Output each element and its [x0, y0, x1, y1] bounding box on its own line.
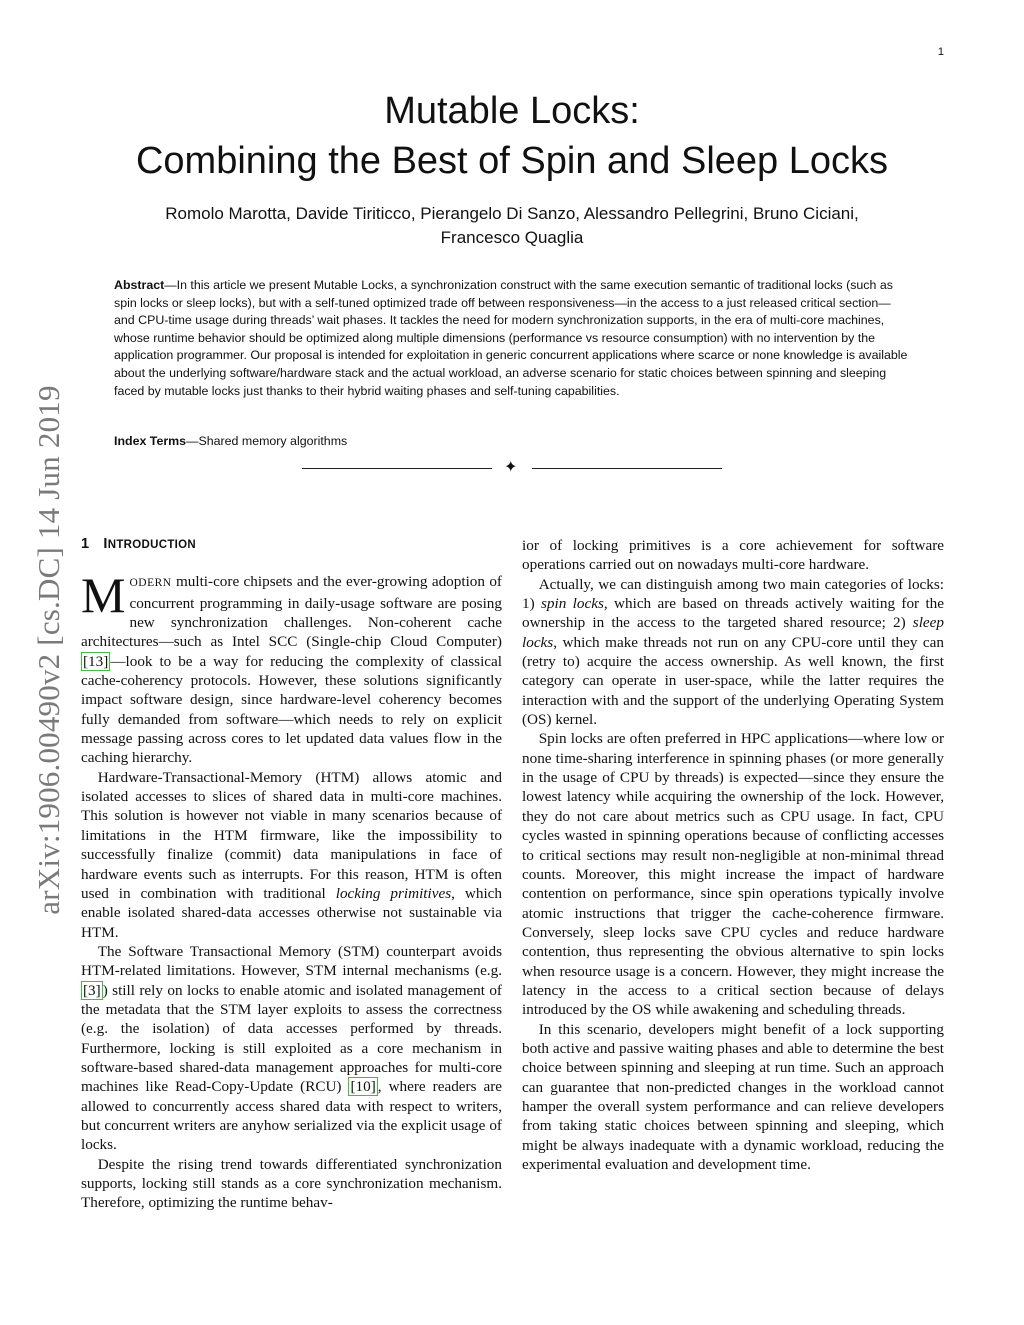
divider-line-left: [302, 468, 492, 469]
paragraph-text: , where readers are allowed to concurrently access shared data with respect to writers, but concurrent writers are anyhow serialized via the explicit usage of locks.: [81, 1078, 503, 1154]
paper-title: [0, 86, 1024, 186]
citation-link[interactable]: [13]: [83, 652, 109, 670]
abstract: [114, 277, 910, 400]
paragraph: In this scenario, developers might benefit of a lock supporting both active and passive waiting phases and able to determine the best choice between spinning and sleeping at run time. Such an approach can guarantee that non-predicted changes in the workload cannot hamper the overall system performance and can relieve developers from taking static choices between spinning and sleeping, which might be always inadequate with a dynamic workload, reducing the experimental evaluation and development time.: [522, 1020, 944, 1173]
index-terms-label: Index Terms: [114, 434, 187, 448]
paragraph-text: , which enable isolated shared-data accesses otherwise not sustainable via HTM.: [81, 884, 502, 941]
section-title-rest: NTRODUCTION: [107, 539, 196, 551]
paragraph: [522, 575, 944, 730]
right-column: [522, 536, 944, 1174]
section-divider: [302, 458, 722, 478]
emphasis: locking primitives: [335, 884, 452, 902]
section-title-initial: I: [103, 536, 108, 552]
divider-line-right: [532, 468, 722, 469]
paragraph: ior of locking primitives is a core achievement for software operations carried out on nowadays multi-core hardware.: [522, 537, 944, 574]
page-number: 1: [937, 46, 944, 58]
paragraph-text: Actually, we can distinguish among two main categories of locks: 1): [522, 575, 944, 613]
author-list: [112, 202, 912, 250]
index-terms-text: —Shared memory algorithms: [186, 434, 348, 448]
paragraph-text: The Software Transactional Memory (STM) counterpart avoids HTM-related limitations. However, STM internal mechanisms (e.g.: [81, 942, 502, 980]
paragraph-text: —look to be a way for reducing the complexity of classical cache-coherency protocols. However, these solutions significantly impact software design, since hardware-level coherency becomes fully demanded from software—which needs to rely on explicit message passing across cores to let updated data values flow in the caching hierarchy.: [81, 652, 502, 767]
citation-link[interactable]: [3]: [83, 981, 101, 999]
authors-line-2: Francesco Quaglia: [440, 228, 584, 247]
title-line-1: Mutable Locks:: [384, 90, 640, 132]
paragraph-text: ) still rely on locks to enable atomic and isolated management of the metadata that the STM layer exploits to assess the correctness (e.g. the isolation) of data accesses performed by threads. Furthermore, locking is still exploited as a core mechanism in software-based shared-data management approaches for multi-core machines like Read-Copy-Update (RCU): [81, 981, 502, 1096]
divider-diamond-icon: ✦: [504, 459, 518, 476]
drop-cap: M: [81, 567, 126, 624]
section-number: 1: [81, 536, 90, 552]
paragraph: [81, 567, 502, 767]
section-heading: [81, 535, 502, 555]
paragraph-text: multi-core chipsets and the ever-growing adoption of concurrent programming in daily-usage software are posing new synchronization challenges. Non-coherent cache architectures—such as Intel SCC (Single-chip Cloud Computer): [81, 573, 502, 651]
paragraph: Despite the rising trend towards differentiated synchronization supports, locking still stands as a core synchronization mechanism. Therefore, optimizing the runtime behav-: [81, 1155, 502, 1212]
abstract-text: —In this article we present Mutable Locks, a synchronization construct with the same execution semantic of traditional locks (such as spin locks or sleep locks), but with a self-tuned optimized trade off between responsiveness—in the access to a just released critical section—and CPU-time usage during threads’ wait phases. It tackles the need for modern synchronization supports, in the era of multi-core machines, whose runtime behavior should be optimized along multiple dimensions (performance vs resource consumption) with no intervention by the application programmer. Our proposal is intended for exploitation in generic concurrent applications where scarce or none knowledge is available about the underlying software/hardware stack and the actual workload, an adverse scenario for static choices between spinning and sleeping faced by mutable locks just thanks to their hybrid waiting phases and self-tuning capabilities.: [114, 278, 908, 398]
paragraph: [81, 768, 502, 942]
paragraph-text: , which make threads not run on any CPU-core until they can (retry to) acquire the access ownership. As well known, the first category can operate in user-space, while the latter requires the interaction with and the support of the underlying Operating System (OS) kernel.: [522, 633, 944, 729]
title-line-2: Combining the Best of Spin and Sleep Locks: [135, 140, 889, 182]
paragraph-text: , which are based on threads actively waiting for the ownership in the access to the targeted shared resource; 2): [522, 595, 944, 632]
paragraph-text: Hardware-Transactional-Memory (HTM) allows atomic and isolated accesses to slices of shared data in multi-core machines. This solution is however not viable in many scenarios because of limitations in the HTM firmware, like the impossibility to successfully finalize (commit) data manipulations in face of hardware events such as interrupts. For this reason, HTM is often used in combination with traditional: [81, 768, 502, 902]
paragraph: Spin locks are often preferred in HPC applications—where low or none time-sharing interference in spinning phases (or more generally in the usage of CPU by threads) is expected—since they ensure the lowest latency while acquiring the ownership of the lock. However, they do not care about metrics such as CPU usage. In fact, CPU cycles wasted in spinning operations because of conflicting accesses to critical sections may result non-negligible at non-minimal thread counts. Moreover, this might increase the impact of hardware contention on performance, since spin operations typically involve atomic instructions that trigger the cache-coherence firmware. Conversely, sleep locks save CPU cycles and reduce hardware contention, thus representing the obvious alternative to spin locks when resource usage is a concern. However, they might increase the latency in the access to a critical section because of delays introduced by the OS while awakening and scheduling threads.: [522, 730, 944, 1019]
paragraph: [81, 942, 502, 1155]
small-caps-lead: ODERN: [129, 577, 172, 590]
abstract-label: Abstract: [114, 278, 165, 292]
arxiv-identifier-stamp: arXiv:1906.00490v2 [cs.DC] 14 Jun 2019: [31, 385, 66, 915]
left-column: [81, 535, 502, 1213]
index-terms: [114, 434, 347, 448]
emphasis: sleep locks: [522, 614, 944, 651]
citation-link[interactable]: [10]: [350, 1078, 376, 1096]
emphasis: spin locks: [541, 595, 604, 613]
authors-line-1: Romolo Marotta, Davide Tiriticco, Pierangelo Di Sanzo, Alessandro Pellegrini, Bruno Ciciani,: [165, 204, 859, 223]
